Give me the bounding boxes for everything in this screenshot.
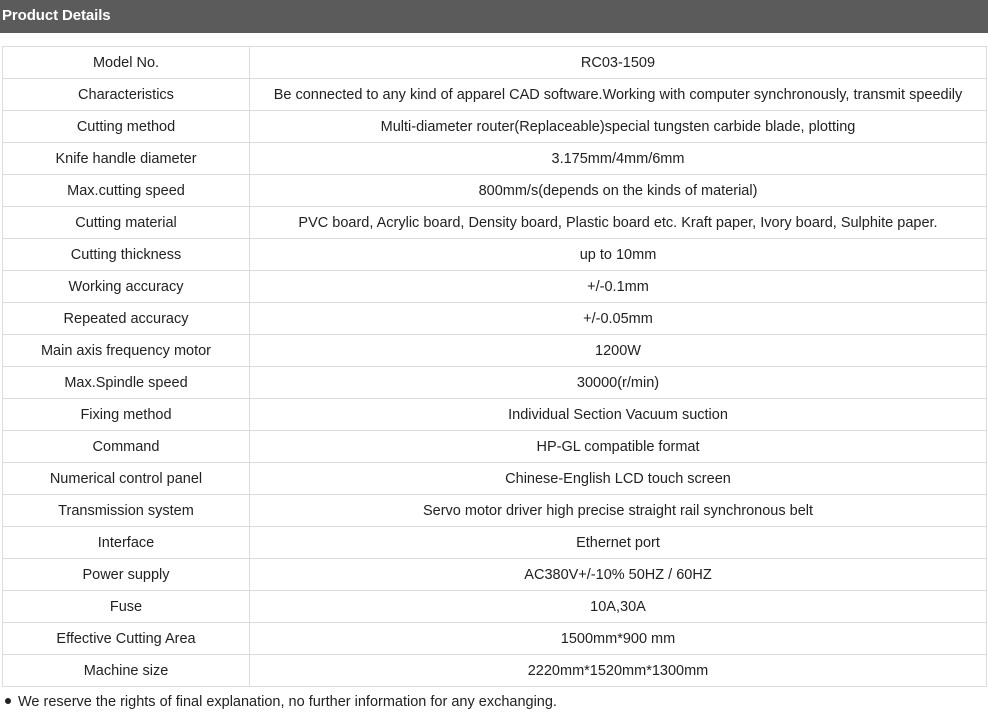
table-row	[3, 591, 987, 623]
spec-label: Machine size	[3, 655, 250, 687]
spec-label: Effective Cutting Area	[3, 623, 250, 655]
table-row	[3, 559, 987, 591]
spec-value: up to 10mm	[250, 239, 987, 271]
table-row	[3, 175, 987, 207]
spec-value: Individual Section Vacuum suction	[250, 399, 987, 431]
spec-label: Knife handle diameter	[3, 143, 250, 175]
bullet-icon	[5, 698, 11, 704]
spec-label: Cutting method	[3, 111, 250, 143]
spec-value: 800mm/s(depends on the kinds of material)	[250, 175, 987, 207]
spec-value: 1200W	[250, 335, 987, 367]
spec-value: RC03-1509	[250, 47, 987, 79]
spec-value: +/-0.05mm	[250, 303, 987, 335]
spec-value: Ethernet port	[250, 527, 987, 559]
spec-value: 30000(r/min)	[250, 367, 987, 399]
spec-value: AC380V+/-10% 50HZ / 60HZ	[250, 559, 987, 591]
section-title: Product Details	[2, 7, 111, 24]
spec-table-body	[3, 47, 987, 687]
spec-label: Power supply	[3, 559, 250, 591]
table-row	[3, 335, 987, 367]
table-row	[3, 143, 987, 175]
spec-value: Multi-diameter router(Replaceable)special tungsten carbide blade, plotting	[250, 111, 987, 143]
table-row	[3, 495, 987, 527]
table-row	[3, 303, 987, 335]
disclaimer-note	[5, 692, 557, 712]
spec-label: Fixing method	[3, 399, 250, 431]
spec-label: Max.cutting speed	[3, 175, 250, 207]
spec-value: HP-GL compatible format	[250, 431, 987, 463]
spec-label: Main axis frequency motor	[3, 335, 250, 367]
spec-table	[2, 46, 987, 687]
spec-value: +/-0.1mm	[250, 271, 987, 303]
table-row	[3, 271, 987, 303]
disclaimer-text: We reserve the rights of final explanation, no further information for any exchanging.	[18, 694, 557, 710]
table-row	[3, 527, 987, 559]
spec-label: Fuse	[3, 591, 250, 623]
table-row	[3, 463, 987, 495]
spec-label: Max.Spindle speed	[3, 367, 250, 399]
spec-label: Command	[3, 431, 250, 463]
spec-value: 3.175mm/4mm/6mm	[250, 143, 987, 175]
spec-label: Characteristics	[3, 79, 250, 111]
table-row	[3, 207, 987, 239]
table-row	[3, 655, 987, 687]
spec-label: Cutting thickness	[3, 239, 250, 271]
spec-value: 2220mm*1520mm*1300mm	[250, 655, 987, 687]
spec-label: Transmission system	[3, 495, 250, 527]
spec-value: Be connected to any kind of apparel CAD software.Working with computer synchronously, transmit speedily	[250, 79, 987, 111]
spec-value: Chinese-English LCD touch screen	[250, 463, 987, 495]
table-row	[3, 623, 987, 655]
table-row	[3, 239, 987, 271]
spec-value: 10A,30A	[250, 591, 987, 623]
spec-label: Model No.	[3, 47, 250, 79]
product-details-header	[0, 0, 988, 33]
spec-label: Numerical control panel	[3, 463, 250, 495]
spec-label: Interface	[3, 527, 250, 559]
table-row	[3, 47, 987, 79]
spec-value: 1500mm*900 mm	[250, 623, 987, 655]
table-row	[3, 367, 987, 399]
spec-value: PVC board, Acrylic board, Density board, Plastic board etc. Kraft paper, Ivory board, Sulphite paper.	[250, 207, 987, 239]
spec-label: Cutting material	[3, 207, 250, 239]
table-row	[3, 111, 987, 143]
table-row	[3, 79, 987, 111]
spec-label: Working accuracy	[3, 271, 250, 303]
spec-label: Repeated accuracy	[3, 303, 250, 335]
table-row	[3, 431, 987, 463]
spec-value: Servo motor driver high precise straight rail synchronous belt	[250, 495, 987, 527]
table-row	[3, 399, 987, 431]
